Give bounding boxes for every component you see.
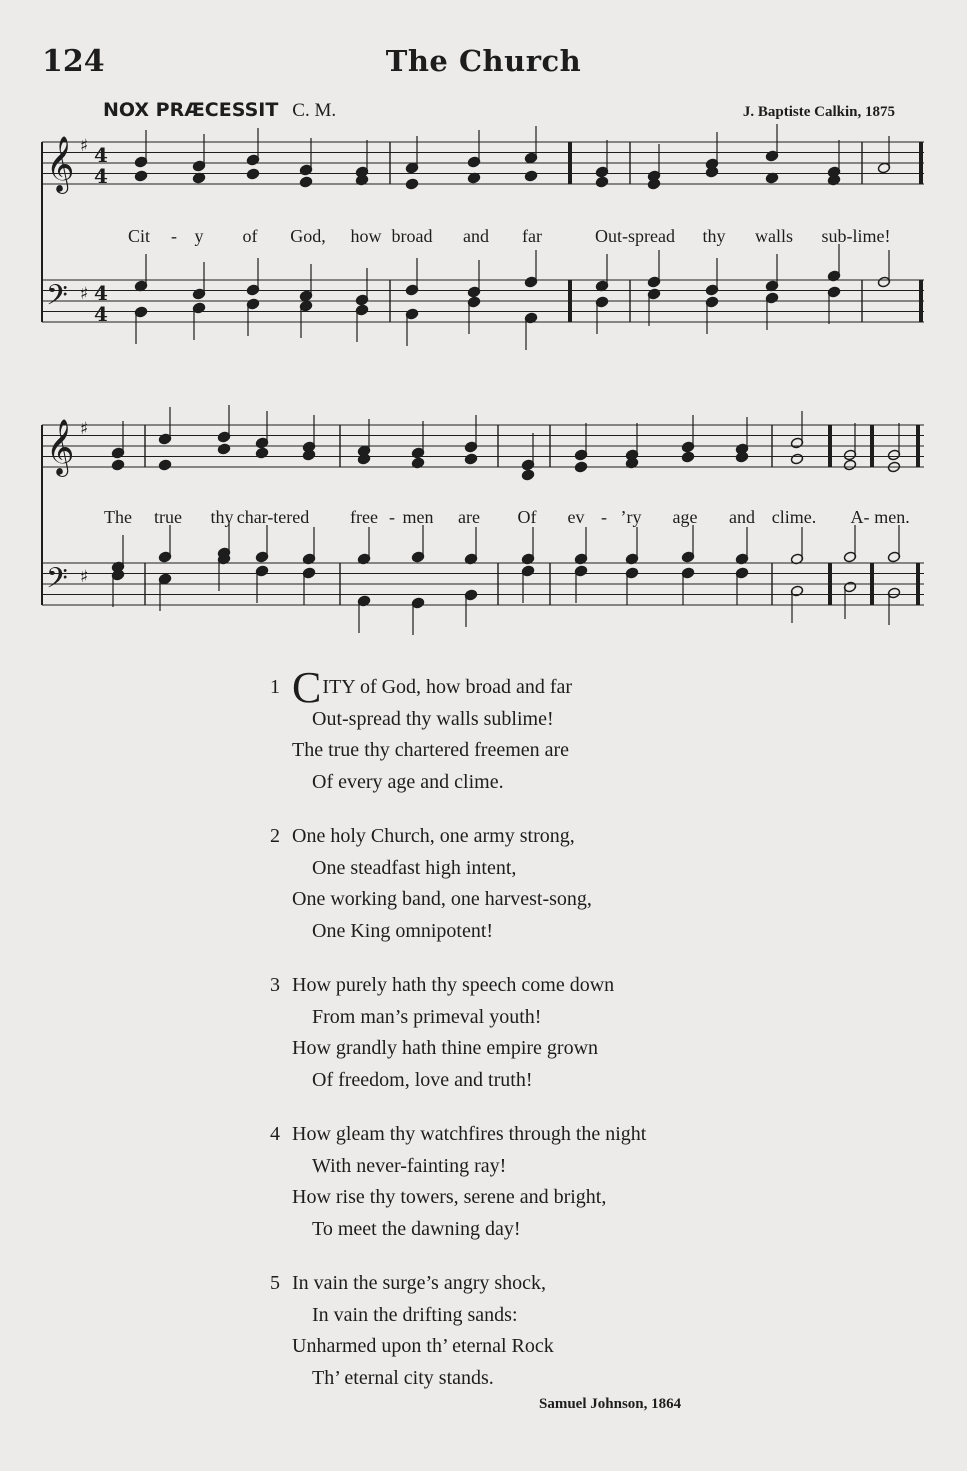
verse-number: 2 xyxy=(270,825,280,847)
lyric-syllable: far xyxy=(522,226,542,246)
note-head xyxy=(217,443,230,455)
lyric-syllable: char-tered xyxy=(236,507,310,527)
stanza xyxy=(270,821,790,947)
verse-number: 3 xyxy=(270,974,280,996)
verse-line xyxy=(270,1065,790,1097)
note-head xyxy=(134,170,147,182)
verse-text: How rise thy towers, serene and bright, xyxy=(292,1186,607,1208)
lyric-syllable: God, xyxy=(290,226,326,246)
verse-text: One working band, one harvest-song, xyxy=(292,888,592,910)
lyric-syllable: broad xyxy=(391,226,433,246)
stanza xyxy=(270,970,790,1096)
verse-line xyxy=(270,1033,790,1065)
verse-text: Th’ eternal city stands. xyxy=(312,1366,494,1389)
lyric-syllable: sub-lime! xyxy=(821,226,891,246)
tune-name: NOX PRÆCESSIT xyxy=(103,99,279,121)
note-head xyxy=(595,176,608,188)
lyric-syllable: ’ry xyxy=(620,507,642,527)
stanza xyxy=(270,1119,790,1245)
verse-number: 5 xyxy=(270,1272,280,1294)
time-signature-bottom: 4 xyxy=(94,164,108,188)
hymn-verses xyxy=(270,663,790,1417)
lyric-syllable: and xyxy=(463,226,489,246)
verse-text: Unharmed upon th’ eternal Rock xyxy=(292,1335,554,1357)
note-head xyxy=(524,170,537,182)
verse-text: To meet the dawning day! xyxy=(312,1217,521,1240)
verse-line xyxy=(270,970,790,1002)
lyric-syllable: Out-spread xyxy=(595,226,675,246)
lyric-syllable: Cit xyxy=(127,226,151,246)
verse-text: ITY of God, how broad and far xyxy=(322,676,573,698)
verse-text: One steadfast high intent, xyxy=(312,856,517,879)
note-head xyxy=(574,461,587,473)
verse-line xyxy=(270,1214,790,1246)
page-number: 124 xyxy=(42,44,105,79)
composer: J. Baptiste Calkin, 1875 xyxy=(742,104,895,120)
lyric-syllable: thy xyxy=(210,507,234,527)
drop-cap: C xyxy=(292,663,322,712)
verse-text: Of every age and clime. xyxy=(312,770,504,793)
bass-clef: 𝄢 xyxy=(46,562,68,602)
verse-number: 4 xyxy=(270,1123,280,1145)
lyric-syllable: - xyxy=(389,507,395,527)
verse-text: From man’s primeval youth! xyxy=(312,1005,542,1028)
lyric-syllable: A- xyxy=(850,507,870,527)
lyric-syllable: - xyxy=(601,507,607,527)
lyric-syllable: are xyxy=(458,507,480,527)
verse-text: Of freedom, love and truth! xyxy=(312,1068,533,1091)
verse-text: How purely hath thy speech come down xyxy=(292,974,615,996)
music-score xyxy=(0,0,967,660)
note-head xyxy=(790,453,803,465)
lyric-syllable: The xyxy=(104,507,132,527)
note-head xyxy=(111,459,124,471)
treble-clef: 𝄞 xyxy=(46,419,75,475)
lyric-syllable: walls xyxy=(755,226,793,246)
key-signature-sharp: ♯ xyxy=(80,567,89,587)
verse-text: In vain the drifting sands: xyxy=(312,1303,518,1326)
verse-line xyxy=(270,1268,790,1300)
verse-line xyxy=(270,735,790,767)
verse-line xyxy=(270,1151,790,1183)
verse-line xyxy=(270,704,790,736)
time-signature-top: 4 xyxy=(94,143,108,167)
verse-line xyxy=(270,853,790,885)
verse-line xyxy=(270,1182,790,1214)
stanza xyxy=(270,663,790,798)
verse-text: Out-spread thy walls sublime! xyxy=(312,707,554,730)
time-signature-top: 4 xyxy=(94,281,108,305)
lyric-syllable: thy xyxy=(702,226,726,246)
verse-text: The true thy chartered freemen are xyxy=(292,739,570,761)
lyric-syllable: how xyxy=(350,226,382,246)
verse-line xyxy=(270,821,790,853)
note-head xyxy=(246,168,259,180)
verse-line xyxy=(270,767,790,799)
verse-number: 1 xyxy=(270,676,280,698)
lyric-syllable: clime. xyxy=(771,507,817,527)
verse-line xyxy=(270,1300,790,1332)
verse-line xyxy=(270,1363,790,1395)
key-signature-sharp: ♯ xyxy=(80,419,89,439)
note-head xyxy=(255,447,268,459)
note-head xyxy=(521,469,534,481)
verse-text: In vain the surge’s angry shock, xyxy=(292,1272,547,1294)
verse-line xyxy=(270,884,790,916)
verse-line xyxy=(270,1331,790,1363)
lyric-syllable: age xyxy=(672,507,698,527)
note-head xyxy=(299,176,312,188)
lyric-syllable: of xyxy=(242,226,258,246)
lyric-syllable: men. xyxy=(874,507,910,527)
verse-text: How grandly hath thine empire grown xyxy=(292,1037,599,1059)
key-signature-sharp: ♯ xyxy=(80,284,89,304)
treble-clef: 𝄞 xyxy=(46,136,75,192)
note-head xyxy=(464,453,477,465)
lyric-syllable: true xyxy=(154,507,182,527)
lyric-syllable: ev xyxy=(567,507,585,527)
bass-clef: 𝄢 xyxy=(46,279,68,319)
time-signature-bottom: 4 xyxy=(94,302,108,326)
lyric-syllable: men xyxy=(402,507,434,527)
verse-line xyxy=(270,1002,790,1034)
lyric-syllable: y xyxy=(194,226,204,246)
note-head xyxy=(405,178,418,190)
note-head xyxy=(843,459,856,471)
verse-text: How gleam thy watchfires through the night xyxy=(292,1123,647,1145)
stanza xyxy=(270,1268,790,1394)
verse-text: One King omnipotent! xyxy=(312,919,494,942)
verse-text: With never-fainting ray! xyxy=(312,1154,507,1177)
lyric-syllable: Of xyxy=(517,507,537,527)
section-title: The Church xyxy=(385,44,582,78)
verse-line xyxy=(270,916,790,948)
lyric-syllable: free xyxy=(350,507,378,527)
tune-meter: C. M. xyxy=(292,100,337,121)
lyric-syllable: and xyxy=(729,507,755,527)
verse-text: One holy Church, one army strong, xyxy=(292,825,575,847)
key-signature-sharp: ♯ xyxy=(80,136,89,156)
note-head xyxy=(681,451,694,463)
text-author: Samuel Johnson, 1864 xyxy=(539,1396,682,1412)
lyric-syllable: - xyxy=(171,226,177,246)
verse-line xyxy=(270,663,790,712)
verse-line xyxy=(270,1119,790,1151)
note-head xyxy=(158,459,171,471)
